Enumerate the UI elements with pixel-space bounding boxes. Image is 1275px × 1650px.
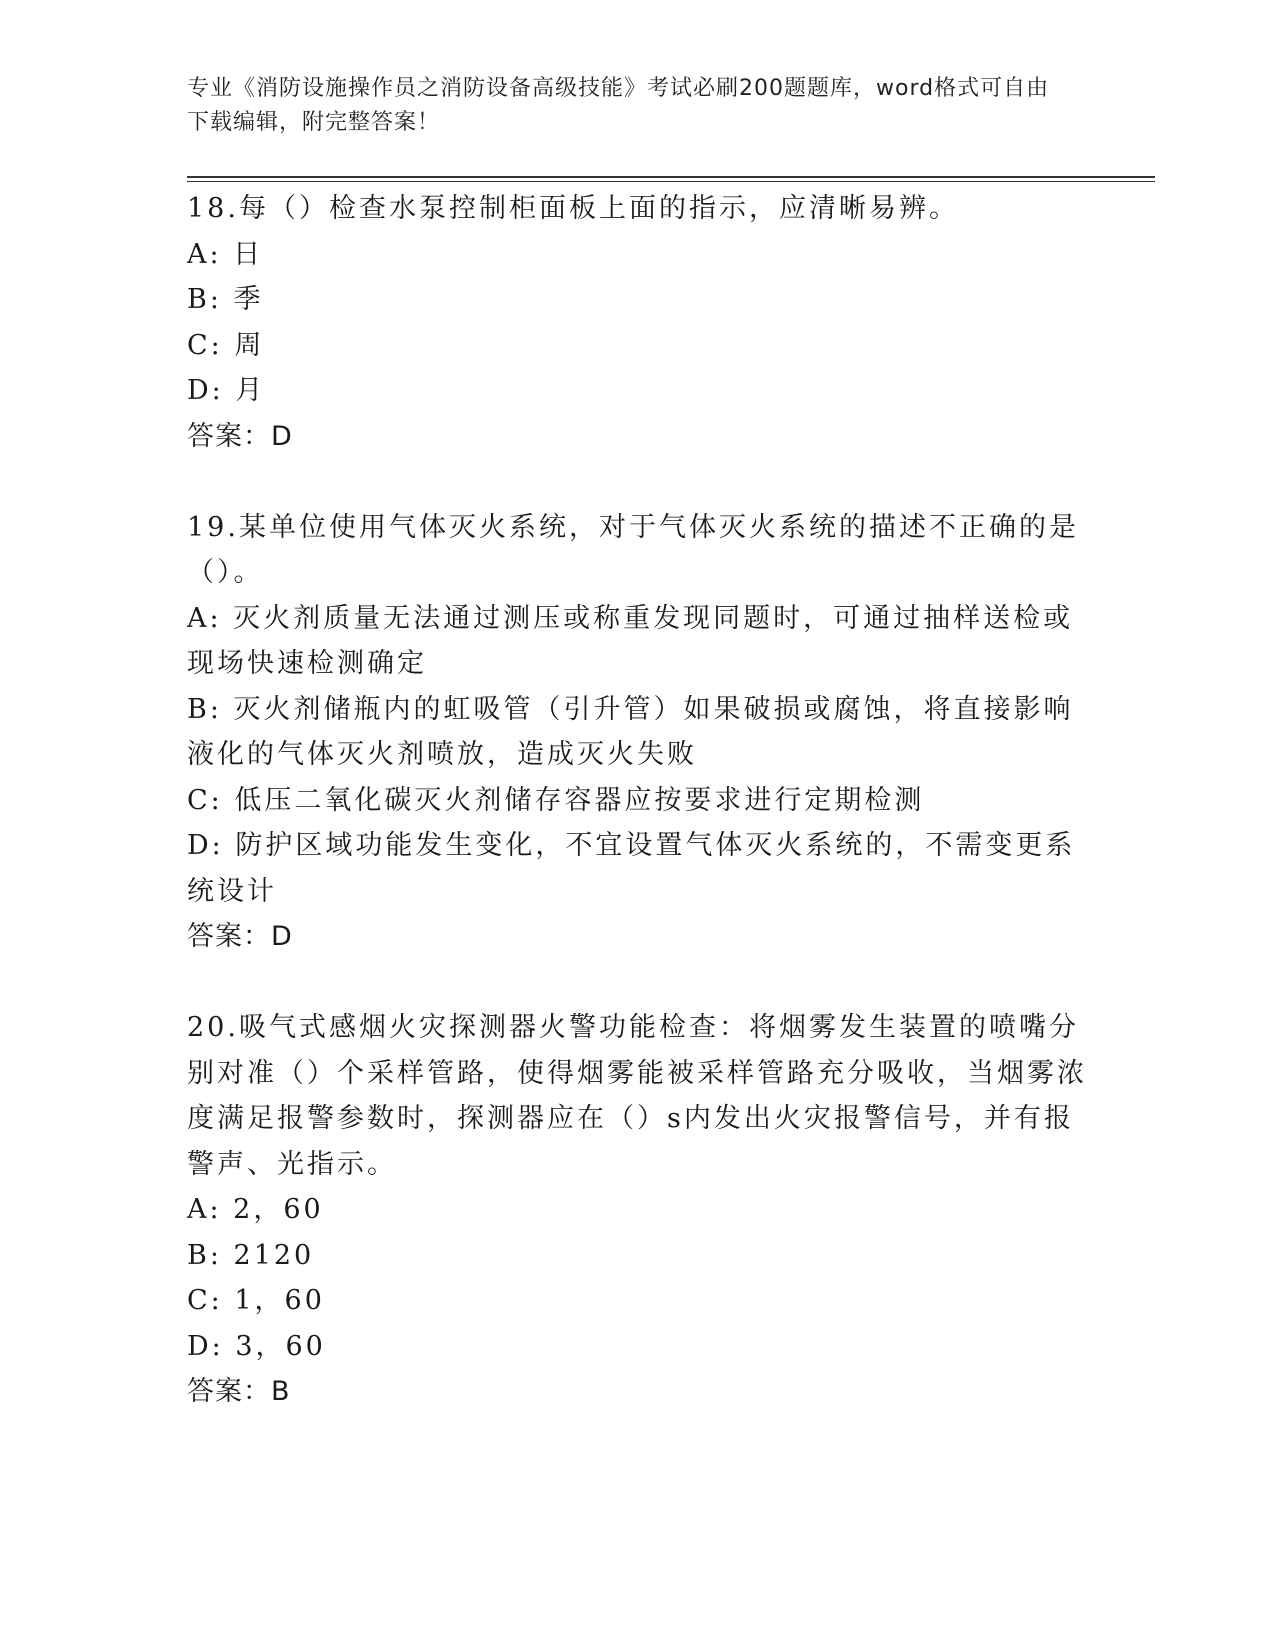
header-divider-thick	[187, 176, 1155, 178]
document-header: 专业《消防设施操作员之消防设备高级技能》考试必刷200题题库，word格式可自由下载编辑，附完整答案！	[187, 76, 1050, 135]
option-c: C: 1，60	[187, 1285, 325, 1316]
question-list	[187, 186, 1087, 1460]
question-20	[187, 1005, 1087, 1415]
question-18	[187, 186, 1087, 459]
answer-line: 答案：D	[187, 921, 293, 952]
option-c: C: 周	[187, 329, 265, 361]
option-c: C: 低压二氧化碳灭火剂储存容器应按要求进行定期检测	[187, 784, 925, 816]
option-a: A: 日	[187, 238, 264, 270]
question-stem: 19.某单位使用气体灭火系统，对于气体灭火系统的描述不正确的是（）。	[187, 511, 1079, 588]
answer-line: 答案：D	[187, 420, 293, 452]
question-stem: 18.每（）检查水泵控制柜面板上面的指示，应清晰易辨。	[187, 193, 959, 224]
option-d: D: 3，60	[187, 1330, 326, 1362]
option-d: D: 月	[187, 375, 266, 406]
header-divider-thin	[187, 181, 1155, 182]
option-b: B: 2120	[187, 1239, 315, 1271]
option-b: B: 灭火剂储瓶内的虹吸管（引升管）如果破损或腐蚀，将直接影响液化的气体灭火剂喷放，造成灭火失败	[187, 693, 1074, 770]
question-19	[187, 505, 1087, 960]
option-a: A: 灭火剂质量无法通过测压或称重发现同题时，可通过抽样送检或现场快速检测确定	[187, 602, 1074, 679]
answer-line: 答案：B	[187, 1376, 291, 1407]
question-stem: 20.吸气式感烟火灾探测器火警功能检查：将烟雾发生装置的喷嘴分别对准（）个采样管路，使得烟雾能被采样管路充分吸收，当烟雾浓度满足报警参数时，探测器应在（）s内发出火灾报警信号，并有报警声、光指示。	[187, 1012, 1087, 1180]
option-b: B: 季	[187, 284, 264, 315]
option-d: D: 防护区域功能发生变化，不宜设置气体灭火系统的，不需变更系统设计	[187, 830, 1076, 907]
option-a: A: 2，60	[187, 1194, 324, 1225]
